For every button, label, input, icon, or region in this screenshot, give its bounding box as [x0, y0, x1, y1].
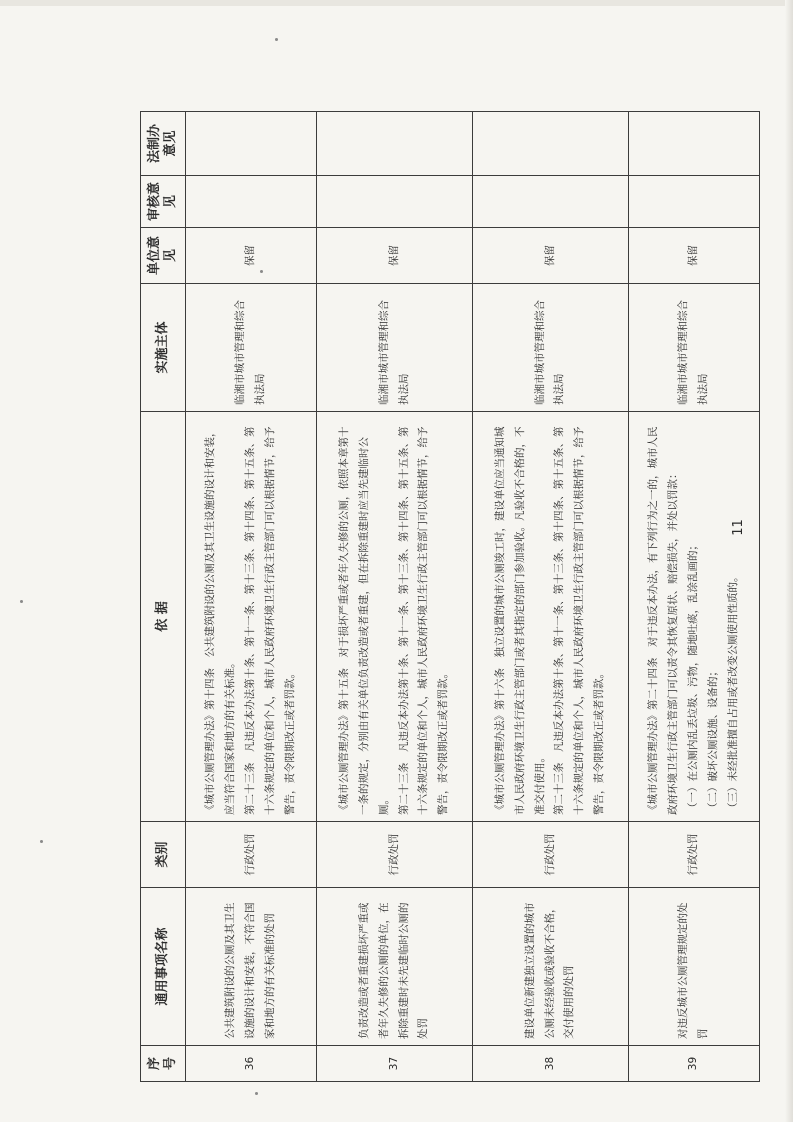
row-category: 行政处罚	[472, 822, 628, 888]
row-subject: 临湘市城市管理和综合执法局	[628, 284, 759, 412]
scan-dot	[20, 600, 23, 603]
basis-item: （二）破坏公厕设施、设备的；	[706, 666, 719, 813]
table-row	[472, 112, 628, 1082]
row-unit-opinion: 保留	[472, 228, 628, 284]
basis-text: 《城市公厕管理办法》第十六条 独立设置的城市公厕竣工时，建设单位应当通知城市人民政府环境卫生行政主管部门或者其指定的部门参加验收。凡验收不合格的，不准交付使用。 第二十三条 凡违反本办法第十条、第十一条、第十三条、第十四条、第十五条、第十六条规定的单位和个人，城市人民政府环境卫生行政主管部门可以根据情节，给予警告，责令限期改正或者罚款。	[493, 426, 606, 815]
row-unit-opinion: 保留	[186, 228, 317, 284]
row-subject: 临湘市城市管理和综合执法局	[317, 284, 473, 412]
row-category: 行政处罚	[186, 822, 317, 888]
row-basis	[317, 412, 473, 822]
header-name: 通用事项名称	[141, 888, 186, 1046]
scan-dot	[275, 38, 278, 41]
row-legal-opinion	[628, 112, 759, 176]
row-subject: 临湘市城市管理和综合执法局	[186, 284, 317, 412]
header-no: 序号	[141, 1046, 186, 1082]
row-no: 39	[628, 1046, 759, 1082]
row-name: 对违反城市公厕管理规定的处罚	[628, 888, 759, 1046]
table-row	[628, 112, 759, 1082]
row-subject: 临湘市城市管理和综合执法局	[472, 284, 628, 412]
row-basis	[472, 412, 628, 822]
row-category: 行政处罚	[317, 822, 473, 888]
scan-dot	[255, 1092, 258, 1095]
row-review-opinion	[628, 176, 759, 228]
row-no: 38	[472, 1046, 628, 1082]
header-unit-opinion: 单位意见	[141, 228, 186, 284]
row-review-opinion	[186, 176, 317, 228]
basis-text: 《城市公厕管理办法》第十四条 公共建筑附设的公厕及其卫生设施的设计和安装，应当符合国家和地方的有关标准。 第二十三条 凡违反本办法第十条、第十一条、第十三条、第十四条、第十五条、第十六条规定的单位和个人，城市人民政府环境卫生行政主管部门可以根据情节，给予警告，责令限期改正或者罚款。	[204, 426, 296, 815]
basis-text: 《城市公厕管理办法》第十五条 对于损坏严重或者年久失修的公厕，依照本章第十一条的规定，分别由有关单位负责改造或者重建，但在拆除重建时应当先建临时公厕。 第二十三条 凡违反本办法第十条、第十一条、第十三条、第十四条、第十五条、第十六条规定的单位和个人，城市人民政府环境卫生行政主管部门可以根据情节，给予警告，责令限期改正或者罚款。	[337, 426, 450, 815]
header-legal-opinion: 法制办意见	[141, 112, 186, 176]
row-category: 行政处罚	[628, 822, 759, 888]
header-basis: 依 据	[141, 412, 186, 822]
row-legal-opinion	[472, 112, 628, 176]
scan-dot	[40, 840, 43, 843]
row-legal-opinion	[186, 112, 317, 176]
row-name: 负责改造或者重建损坏严重或者年久失修的公厕的单位，在拆除重建时未先建临时公厕的处罚	[317, 888, 473, 1046]
row-no: 37	[317, 1046, 473, 1082]
table-row	[186, 112, 317, 1082]
row-name: 公共建筑附设的公厕及其卫生设施的设计和安装，不符合国家和地方的有关标准的处罚	[186, 888, 317, 1046]
row-basis	[628, 412, 759, 822]
scan-edge-right	[785, 0, 793, 1122]
header-review-opinion: 审核意见	[141, 176, 186, 228]
rotated-table-container	[140, 112, 760, 1082]
header-subject: 实施主体	[141, 284, 186, 412]
page-number: 11	[730, 519, 746, 536]
header-category: 类别	[141, 822, 186, 888]
row-legal-opinion	[317, 112, 473, 176]
row-review-opinion	[317, 176, 473, 228]
row-basis	[186, 412, 317, 822]
enforcement-items-table	[140, 111, 760, 1082]
row-unit-opinion: 保留	[628, 228, 759, 284]
basis-item: （一）在公厕内乱丢垃圾、污物，随地吐痰，乱涂乱画的；	[687, 540, 699, 813]
row-name: 建设单位新建独立设置的城市公厕未经验收或验收不合格，交付使用的处罚	[472, 888, 628, 1046]
scan-edge-top	[0, 0, 793, 6]
row-review-opinion	[472, 176, 628, 228]
table-row	[317, 112, 473, 1082]
row-no: 36	[186, 1046, 317, 1082]
row-unit-opinion: 保留	[317, 228, 473, 284]
basis-text: 《城市公厕管理办法》第二十四条 对于违反本办法，有下列行为之一的，城市人民政府环境卫生行政主管部门可以责令其恢复原状、赔偿损失，并处以罚款：	[647, 426, 680, 815]
basis-item: （三）未经批准擅自占用或者改变公厕使用性质的。	[726, 571, 739, 813]
table-header-row	[141, 112, 186, 1082]
